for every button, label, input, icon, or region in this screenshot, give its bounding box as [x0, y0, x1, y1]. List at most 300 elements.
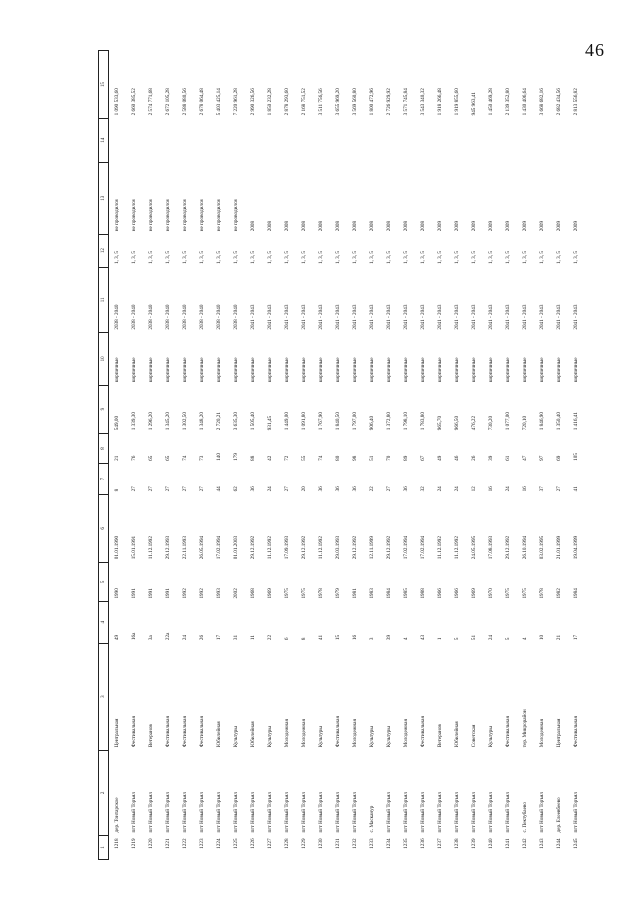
- area-value-cell: 1 416,41: [572, 412, 579, 431]
- works-codes-cell: 1, 3, 5: [249, 251, 256, 265]
- floors-value-cell: 27: [555, 486, 562, 492]
- street-cell: Ветеранов: [147, 724, 154, 748]
- wall-material-cell: кирпичные: [283, 357, 290, 383]
- works-codes-cell: 1, 3, 5: [113, 251, 120, 265]
- column-14-value-cell: [347, 118, 364, 162]
- cost-value-cell: 3 569 560,80: [351, 88, 358, 116]
- house-number-cell: 31: [232, 634, 239, 641]
- year-built-cell: 2002: [232, 588, 239, 599]
- column-14-value-cell: [143, 118, 160, 162]
- works-codes-cell: 1, 3, 5: [147, 251, 154, 265]
- house-number-cell: 8: [300, 637, 307, 641]
- wall-material-cell: кирпичные: [130, 357, 137, 383]
- table-row: [347, 51, 364, 860]
- apartments-value-cell: 97: [538, 455, 545, 461]
- cost-value-cell: 3 543 340,32: [419, 88, 426, 116]
- column-header: 1: [99, 835, 109, 859]
- settlement-cell: пгт Новый Торъял: [215, 792, 222, 833]
- works-codes-cell: 1, 3, 5: [402, 251, 409, 265]
- cost-value-cell: 1 450 469,28: [487, 88, 494, 116]
- floors-value-cell: 16: [521, 486, 528, 492]
- registration-date-cell: 11.12.1992: [317, 536, 324, 560]
- settlement-cell: пгт Новый Торъял: [419, 792, 426, 833]
- column-14-value-cell: [381, 118, 398, 162]
- cost-value-cell: 2 990 326,56: [249, 88, 256, 116]
- house-number-cell: 24: [181, 634, 188, 641]
- area-value-cell: 1 449,00: [283, 412, 290, 431]
- street-cell: Культуры: [317, 726, 324, 748]
- row-number-cell: 1222: [181, 838, 188, 849]
- repair-period-cell: 2041 - 2043: [487, 304, 494, 330]
- wall-material-cell: кирпичные: [385, 357, 392, 383]
- row-number-cell: 1227: [266, 838, 273, 849]
- row-number-cell: 1221: [164, 838, 171, 849]
- settlement-cell: дер. Елеевбеево: [555, 797, 562, 833]
- cost-value-cell: 3 511 756,56: [317, 88, 324, 116]
- survey-year-cell: 2008: [402, 220, 409, 232]
- works-codes-cell: 1, 3, 5: [351, 251, 358, 265]
- repair-period-cell: 2041 - 2043: [317, 304, 324, 330]
- street-cell: Фестивальная: [419, 716, 426, 748]
- settlement-cell: пгт Новый Торъял: [436, 792, 443, 833]
- year-built-cell: 1990: [113, 588, 120, 599]
- works-codes-cell: 1, 3, 5: [385, 251, 392, 265]
- table-row: [211, 51, 228, 860]
- works-codes-cell: 1, 3, 5: [368, 251, 375, 265]
- apartments-value-cell: 179: [232, 453, 239, 461]
- house-number-cell: 6: [283, 637, 290, 641]
- apartments-value-cell: 76: [130, 455, 137, 461]
- table-row: [551, 51, 568, 860]
- wall-material-cell: кирпичные: [402, 357, 409, 383]
- floors-value-cell: 27: [283, 486, 290, 492]
- repair-period-cell: 2041 - 2043: [504, 304, 511, 330]
- house-number-cell: 21: [555, 634, 562, 641]
- house-number-cell: 17: [215, 634, 222, 641]
- row-number-cell: 1229: [300, 838, 307, 849]
- registration-date-cell: 17.02.1994: [419, 535, 426, 560]
- survey-year-cell: не проводился: [147, 199, 154, 232]
- row-number-cell: 1223: [198, 838, 205, 849]
- registration-date-cell: 29.12.1992: [385, 535, 392, 560]
- works-codes-cell: 1, 3, 5: [334, 251, 341, 265]
- works-codes-cell: 1, 3, 5: [521, 251, 528, 265]
- rotated-table-container: [98, 50, 608, 860]
- survey-year-cell: не проводился: [113, 199, 120, 232]
- settlement-cell: пгт Новый Торъял: [266, 792, 273, 833]
- floors-value-cell: 22: [368, 486, 375, 492]
- floors-value-cell: 36: [317, 486, 324, 492]
- apartments-value-cell: 73: [198, 455, 205, 461]
- column-header: 3: [99, 643, 109, 750]
- table-row: [364, 51, 381, 860]
- column-header: 11: [99, 267, 109, 333]
- works-codes-cell: 1, 3, 5: [504, 251, 511, 265]
- wall-material-cell: кирпичные: [504, 357, 511, 383]
- table-row: [381, 51, 398, 860]
- works-codes-cell: 1, 3, 5: [470, 251, 477, 265]
- cost-value-cell: 1 850 232,28: [266, 88, 273, 116]
- repair-period-cell: 2041 - 2043: [436, 304, 443, 330]
- cost-value-cell: 2 588 080,56: [181, 88, 188, 116]
- street-cell: Культуры: [232, 726, 239, 748]
- wall-material-cell: кирпичные: [521, 357, 528, 383]
- row-number-cell: 1225: [232, 838, 239, 849]
- cost-value-cell: 3 571 745,84: [402, 88, 409, 116]
- floors-value-cell: 62: [232, 486, 239, 492]
- street-cell: Юбилейная: [453, 721, 460, 748]
- cost-value-cell: 2 574 771,68: [147, 88, 154, 116]
- row-number-cell: 1220: [147, 838, 154, 849]
- repair-period-cell: 2041 - 2043: [283, 304, 290, 330]
- house-number-cell: 3а: [147, 635, 154, 641]
- repair-period-cell: 2041 - 2043: [402, 304, 409, 330]
- column-header: 8: [99, 433, 109, 464]
- house-number-cell: 22а: [164, 632, 171, 641]
- works-codes-cell: 1, 3, 5: [215, 251, 222, 265]
- row-number-cell: 1234: [385, 838, 392, 849]
- year-built-cell: 1991: [164, 588, 171, 599]
- wall-material-cell: кирпичные: [555, 357, 562, 383]
- area-value-cell: 906,40: [368, 415, 375, 431]
- apartments-value-cell: 72: [283, 455, 290, 461]
- settlement-cell: пгт Новый Торъял: [538, 792, 545, 833]
- street-cell: Культуры: [385, 726, 392, 748]
- registration-date-cell: 29.03.1993: [334, 535, 341, 560]
- survey-year-cell: 2009: [487, 220, 494, 232]
- area-value-cell: 931,45: [266, 415, 273, 431]
- survey-year-cell: 2008: [266, 220, 273, 232]
- cost-value-cell: 1 800 472,96: [368, 88, 375, 116]
- works-codes-cell: 1, 3, 5: [317, 251, 324, 265]
- wall-material-cell: кирпичные: [198, 357, 205, 383]
- registration-date-cell: 22.11.1993: [181, 536, 188, 560]
- year-built-cell: 1975: [521, 588, 528, 599]
- cost-value-cell: 2 726 929,92: [385, 88, 392, 116]
- column-14-value-cell: [449, 118, 466, 162]
- column-header: 12: [99, 234, 109, 267]
- street-cell: Молодежная: [283, 719, 290, 748]
- house-number-cell: 5: [504, 637, 511, 641]
- registration-date-cell: 29.12.1992: [249, 535, 256, 560]
- survey-year-cell: не проводился: [232, 199, 239, 232]
- table-row: [143, 51, 160, 860]
- year-built-cell: 1993: [215, 588, 222, 599]
- floors-value-cell: 20: [300, 486, 307, 492]
- survey-year-cell: 2009: [453, 220, 460, 232]
- registration-date-cell: 11.12.1992: [436, 536, 443, 560]
- floors-value-cell: 36: [351, 486, 358, 492]
- column-14-value-cell: [160, 118, 177, 162]
- apartments-value-cell: 49: [436, 455, 443, 461]
- repair-period-cell: 2038 - 2040: [232, 304, 239, 330]
- row-number-cell: 1244: [555, 838, 562, 849]
- works-codes-cell: 1, 3, 5: [181, 251, 188, 265]
- repair-period-cell: 2038 - 2040: [130, 304, 137, 330]
- row-number-cell: 1243: [538, 838, 545, 849]
- area-value-cell: 476,22: [470, 415, 477, 431]
- cost-value-cell: 1 090 533,60: [113, 88, 120, 116]
- apartments-value-cell: 67: [419, 455, 426, 461]
- registration-date-cell: 19.04.1999: [572, 535, 579, 560]
- survey-year-cell: 2008: [351, 220, 358, 232]
- apartments-value-cell: 80: [334, 455, 341, 461]
- house-number-cell: 16а: [130, 632, 137, 641]
- column-14-value-cell: [500, 118, 517, 162]
- area-value-cell: 1 783,80: [419, 412, 426, 431]
- repair-period-cell: 2038 - 2040: [113, 304, 120, 330]
- year-built-cell: 1991: [130, 588, 137, 599]
- wall-material-cell: кирпичные: [538, 357, 545, 383]
- column-14-value-cell: [109, 118, 127, 162]
- year-built-cell: 1984: [385, 588, 392, 599]
- registration-date-cell: 24.05.1995: [470, 535, 477, 560]
- table-row: [415, 51, 432, 860]
- settlement-cell: пгт Новый Торъял: [385, 792, 392, 833]
- column-14-value-cell: [415, 118, 432, 162]
- floors-value-cell: 27: [130, 486, 137, 492]
- cost-value-cell: 2 168 751,52: [300, 88, 307, 116]
- cost-value-cell: 7 220 961,28: [232, 88, 239, 116]
- area-value-cell: 1 348,20: [198, 412, 205, 431]
- survey-year-cell: не проводился: [130, 199, 137, 232]
- cost-value-cell: 1 430 406,64: [521, 88, 528, 116]
- wall-material-cell: кирпичные: [147, 357, 154, 383]
- survey-year-cell: 2008: [317, 220, 324, 232]
- area-value-cell: 1 846,90: [538, 412, 545, 431]
- column-14-value-cell: [211, 118, 228, 162]
- survey-year-cell: 2008: [368, 220, 375, 232]
- repair-period-cell: 2041 - 2043: [470, 304, 477, 330]
- column-header: 2: [99, 750, 109, 835]
- street-cell: Фестивальная: [334, 716, 341, 748]
- area-value-cell: 965,70: [436, 415, 443, 431]
- table-row: [313, 51, 330, 860]
- table-row: [466, 51, 483, 860]
- column-14-value-cell: [330, 118, 347, 162]
- column-14-value-cell: [483, 118, 500, 162]
- wall-material-cell: кирпичные: [572, 357, 579, 383]
- works-codes-cell: 1, 3, 5: [300, 251, 307, 265]
- street-cell: Культуры: [266, 726, 273, 748]
- street-cell: Ветеранов: [436, 724, 443, 748]
- area-value-cell: 3 635,30: [232, 412, 239, 431]
- repair-period-cell: 2041 - 2043: [572, 304, 579, 330]
- column-14-value-cell: [551, 118, 568, 162]
- wall-material-cell: кирпичные: [181, 357, 188, 383]
- column-14-value-cell: [534, 118, 551, 162]
- repair-period-cell: 2041 - 2043: [300, 304, 307, 330]
- street-cell: Молодежная: [300, 719, 307, 748]
- street-cell: Фестивальная: [181, 716, 188, 748]
- registration-date-cell: 26.10.1994: [521, 535, 528, 560]
- survey-year-cell: 2009: [470, 220, 477, 232]
- row-number-cell: 1226: [249, 838, 256, 849]
- column-14-value-cell: [568, 118, 585, 162]
- apartments-value-cell: 42: [266, 455, 273, 461]
- cost-value-cell: 1 919 855,60: [453, 88, 460, 116]
- floors-value-cell: 27: [181, 486, 188, 492]
- settlement-cell: пгт Новый Торъял: [334, 792, 341, 833]
- works-codes-cell: 1, 3, 5: [232, 251, 239, 265]
- floors-value-cell: 32: [419, 486, 426, 492]
- survey-year-cell: не проводился: [198, 199, 205, 232]
- cost-value-cell: 5 403 425,14: [215, 88, 222, 116]
- street-cell: Фестивальная: [164, 716, 171, 748]
- house-number-cell: 43: [419, 634, 426, 641]
- column-header: 14: [99, 118, 109, 162]
- house-number-cell: 16: [351, 634, 358, 641]
- house-number-cell: 4: [402, 637, 409, 641]
- apartments-value-cell: 65: [164, 455, 171, 461]
- apartments-value-cell: 39: [487, 455, 494, 461]
- apartments-value-cell: 69: [555, 455, 562, 461]
- settlement-cell: пгт Новый Торъял: [147, 792, 154, 833]
- street-cell: Культуры: [368, 726, 375, 748]
- survey-year-cell: 2009: [555, 220, 562, 232]
- repair-period-cell: 2041 - 2043: [334, 304, 341, 330]
- wall-material-cell: кирпичные: [266, 357, 273, 383]
- wall-material-cell: кирпичные: [249, 357, 256, 383]
- repair-period-cell: 2038 - 2040: [164, 304, 171, 330]
- table-row: [517, 51, 534, 860]
- house-number-cell: 49: [113, 634, 120, 641]
- repair-period-cell: 2041 - 2043: [368, 304, 375, 330]
- survey-year-cell: не проводился: [215, 199, 222, 232]
- column-14-value-cell: [279, 118, 296, 162]
- registration-date-cell: 11.12.1992: [147, 536, 154, 560]
- settlement-cell: пгт Новый Торъял: [317, 792, 324, 833]
- repair-period-cell: 2041 - 2043: [385, 304, 392, 330]
- table-row: [534, 51, 551, 860]
- year-built-cell: 1966: [453, 588, 460, 599]
- works-codes-cell: 1, 3, 5: [198, 251, 205, 265]
- street-cell: Фестивальная: [504, 716, 511, 748]
- row-number-cell: 1233: [368, 838, 375, 849]
- house-number-cell: 17: [572, 634, 579, 641]
- repair-period-cell: 2038 - 2040: [181, 304, 188, 330]
- year-built-cell: 1979: [334, 588, 341, 599]
- table-row: [398, 51, 415, 860]
- survey-year-cell: 2009: [436, 220, 443, 232]
- apartments-value-cell: 65: [147, 455, 154, 461]
- area-value-cell: 1 091,80: [300, 412, 307, 431]
- area-value-cell: 1 302,50: [181, 412, 188, 431]
- street-cell: Юбилейная: [215, 721, 222, 748]
- year-built-cell: 1975: [504, 588, 511, 599]
- column-14-value-cell: [245, 118, 262, 162]
- row-number-cell: 1232: [351, 838, 358, 849]
- year-built-cell: 1985: [402, 588, 409, 599]
- table-row: [262, 51, 279, 860]
- works-codes-cell: 1, 3, 5: [538, 251, 545, 265]
- table-row: [245, 51, 262, 860]
- table-row: [126, 51, 143, 860]
- settlement-cell: пгт Новый Торъял: [181, 792, 188, 833]
- floors-value-cell: 27: [164, 486, 171, 492]
- registration-date-cell: 11.12.1992: [266, 536, 273, 560]
- house-number-cell: 1: [436, 637, 443, 641]
- survey-year-cell: 2008: [419, 220, 426, 232]
- area-value-cell: 720,10: [521, 415, 528, 431]
- table-row: [160, 51, 177, 860]
- street-cell: Молодежная: [402, 719, 409, 748]
- row-number-cell: 1238: [453, 838, 460, 849]
- column-14-value-cell: [296, 118, 313, 162]
- settlement-cell: пгт Новый Торъял: [572, 792, 579, 833]
- cost-value-cell: 945 963,41: [470, 92, 477, 116]
- column-14-value-cell: [194, 118, 211, 162]
- area-value-cell: 1 296,20: [147, 412, 154, 431]
- column-header: 9: [99, 385, 109, 433]
- year-built-cell: 1969: [470, 588, 477, 599]
- registration-date-cell: 17.02.1994: [215, 535, 222, 560]
- cost-value-cell: 2 682 434,56: [555, 88, 562, 116]
- table-row: [194, 51, 211, 860]
- column-14-value-cell: [432, 118, 449, 162]
- area-value-cell: 1 767,90: [317, 412, 324, 431]
- wall-material-cell: кирпичные: [453, 357, 460, 383]
- wall-material-cell: кирпичные: [487, 357, 494, 383]
- area-value-cell: 1 840,50: [334, 412, 341, 431]
- row-number-cell: 1228: [283, 838, 290, 849]
- year-built-cell: 1984: [572, 588, 579, 599]
- floors-value-cell: 27: [385, 486, 392, 492]
- settlement-cell: пгт Новый Торъял: [402, 792, 409, 833]
- house-number-cell: 26: [198, 634, 205, 641]
- area-value-cell: 1 350,40: [555, 412, 562, 431]
- column-14-value-cell: [177, 118, 194, 162]
- works-codes-cell: 1, 3, 5: [266, 251, 273, 265]
- repair-period-cell: 2041 - 2043: [555, 304, 562, 330]
- wall-material-cell: кирпичные: [317, 357, 324, 383]
- floors-value-cell: 44: [215, 486, 222, 492]
- repair-period-cell: 2041 - 2043: [521, 304, 528, 330]
- settlement-cell: пгт Новый Торъял: [283, 792, 290, 833]
- street-cell: Советская: [470, 724, 477, 748]
- year-built-cell: 1983: [368, 588, 375, 599]
- cost-value-cell: 2 660 385,52: [130, 88, 137, 116]
- apartments-value-cell: 55: [300, 455, 307, 461]
- year-built-cell: 1981: [351, 588, 358, 599]
- house-number-cell: 22: [266, 634, 273, 641]
- floors-value-cell: 24: [266, 486, 273, 492]
- settlement-cell: пгт Новый Торъял: [164, 792, 171, 833]
- settlement-cell: пгт Новый Торъял: [504, 792, 511, 833]
- apartments-value-cell: 46: [453, 455, 460, 461]
- area-value-cell: 1 345,20: [164, 412, 171, 431]
- works-codes-cell: 1, 3, 5: [572, 251, 579, 265]
- row-number-cell: 1239: [470, 838, 477, 849]
- survey-year-cell: не проводился: [164, 199, 171, 232]
- housing-register-table: [98, 50, 585, 860]
- apartments-value-cell: 140: [215, 453, 222, 461]
- works-codes-cell: 1, 3, 5: [130, 251, 137, 265]
- column-header: 6: [99, 494, 109, 562]
- house-number-cell: 11: [249, 635, 256, 641]
- registration-date-cell: 26.05.1994: [198, 535, 205, 560]
- settlement-cell: с. Масканур: [368, 805, 375, 833]
- registration-date-cell: 29.12.1993: [164, 535, 171, 560]
- table-row: [568, 51, 585, 860]
- area-value-cell: 1 798,10: [402, 412, 409, 431]
- area-value-cell: 1 077,00: [504, 412, 511, 431]
- cost-value-cell: 2 878 293,60: [283, 88, 290, 116]
- apartments-value-cell: 21: [113, 455, 120, 461]
- apartments-value-cell: 98: [351, 455, 358, 461]
- floors-value-cell: 24: [504, 486, 511, 492]
- table-row: [177, 51, 194, 860]
